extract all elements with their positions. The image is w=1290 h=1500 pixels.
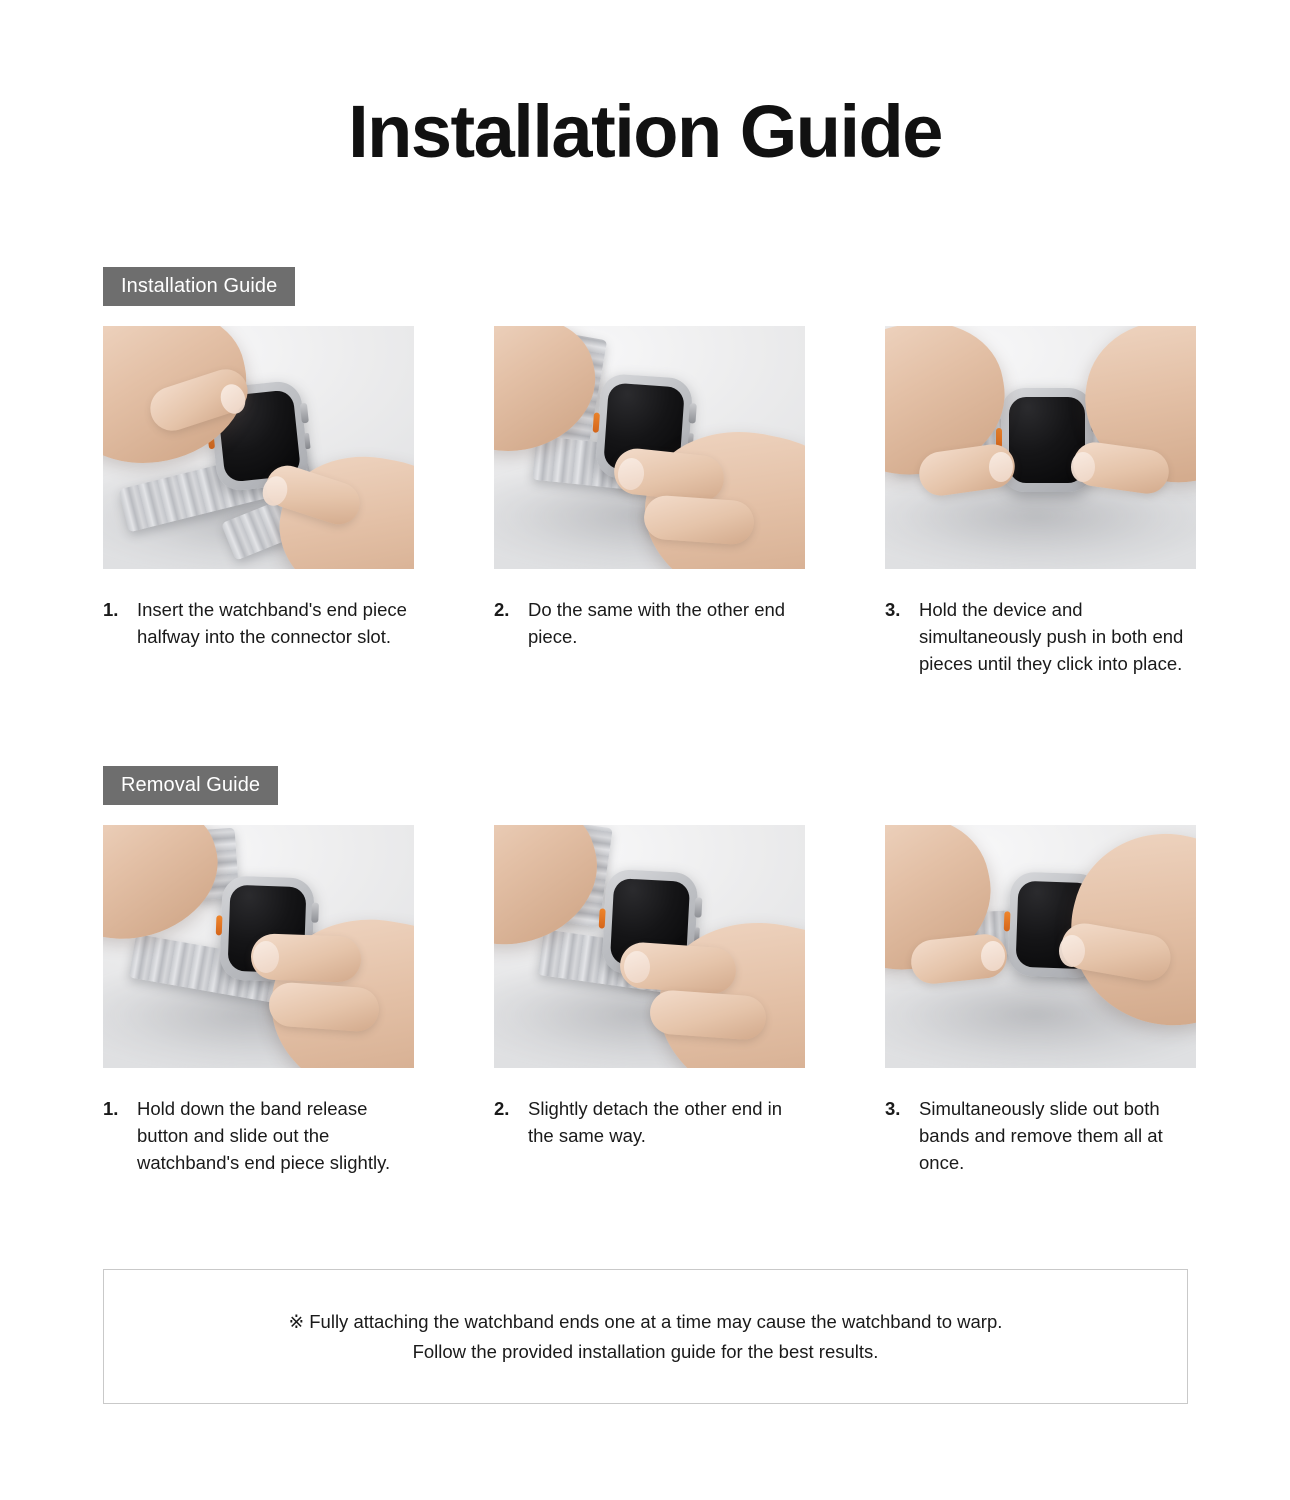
step-number: 3. [885, 599, 901, 620]
step-description: Do the same with the other end piece. [528, 599, 786, 648]
fingernail [624, 951, 650, 983]
installation-step-2 [494, 326, 805, 678]
step-description: Insert the watchband's end piece halfway into the connector slot. [137, 599, 407, 648]
fingernail-right [1071, 452, 1095, 482]
watch-action-button-icon [216, 915, 223, 935]
installation-step-2-photo [494, 326, 805, 569]
installation-step-1-text [103, 596, 414, 650]
removal-step-1 [103, 825, 414, 1177]
removal-step-3 [885, 825, 1196, 1177]
watch-crown-icon [311, 902, 319, 922]
removal-step-2 [494, 825, 805, 1177]
watch-crown-icon [688, 403, 696, 423]
watch-action-button-icon [1004, 911, 1011, 931]
section-installation [0, 169, 1290, 678]
note-line-1: ※ Fully attaching the watchband ends one at a time may cause the watchband to warp. [288, 1310, 1003, 1332]
note-line-2: Follow the provided installation guide for the best results. [412, 1340, 879, 1362]
step-description: Hold down the band release button and slide out the watchband's end piece slightly. [137, 1097, 391, 1173]
fingernail-right [1059, 935, 1085, 967]
step-number: 2. [494, 599, 510, 620]
removal-steps [103, 825, 1187, 1177]
installation-step-3 [885, 326, 1196, 678]
removal-step-3-text [885, 1095, 1196, 1177]
removal-step-1-text [103, 1095, 414, 1177]
removal-step-3-photo [885, 825, 1196, 1068]
removal-step-2-text [494, 1095, 805, 1149]
installation-step-1 [103, 326, 414, 678]
step-number: 1. [103, 1097, 119, 1119]
page-title: Installation Guide [348, 90, 942, 173]
watch-crown-icon [694, 897, 702, 917]
finger-second [643, 494, 756, 546]
step-number: 3. [885, 1097, 901, 1119]
warning-note-box [103, 1269, 1188, 1404]
fingernail [253, 941, 279, 973]
finger-second [268, 981, 381, 1033]
watch-action-button-icon [593, 412, 600, 432]
section-removal [0, 678, 1290, 1177]
installation-step-3-photo [885, 326, 1196, 569]
section-label-removal: Removal Guide [103, 766, 278, 805]
step-number: 1. [103, 599, 119, 620]
installation-step-2-text [494, 596, 805, 650]
installation-step-3-text [885, 596, 1196, 678]
watch-action-button-icon [599, 908, 606, 928]
removal-step-1-photo [103, 825, 414, 1068]
installation-steps [103, 326, 1187, 678]
fingernail-left [989, 452, 1013, 482]
finger-second [649, 989, 768, 1041]
step-description: Slightly detach the other end in the same way. [528, 1097, 783, 1146]
fingernail-left [981, 941, 1005, 971]
installation-step-1-photo [103, 326, 414, 569]
section-label-installation: Installation Guide [103, 267, 295, 306]
step-description: Simultaneously slide out both bands and remove them all at once. [919, 1097, 1163, 1173]
step-description: Hold the device and simultaneously push in both end pieces until they click into place. [919, 599, 1184, 675]
step-number: 2. [494, 1097, 510, 1119]
removal-step-2-photo [494, 825, 805, 1068]
